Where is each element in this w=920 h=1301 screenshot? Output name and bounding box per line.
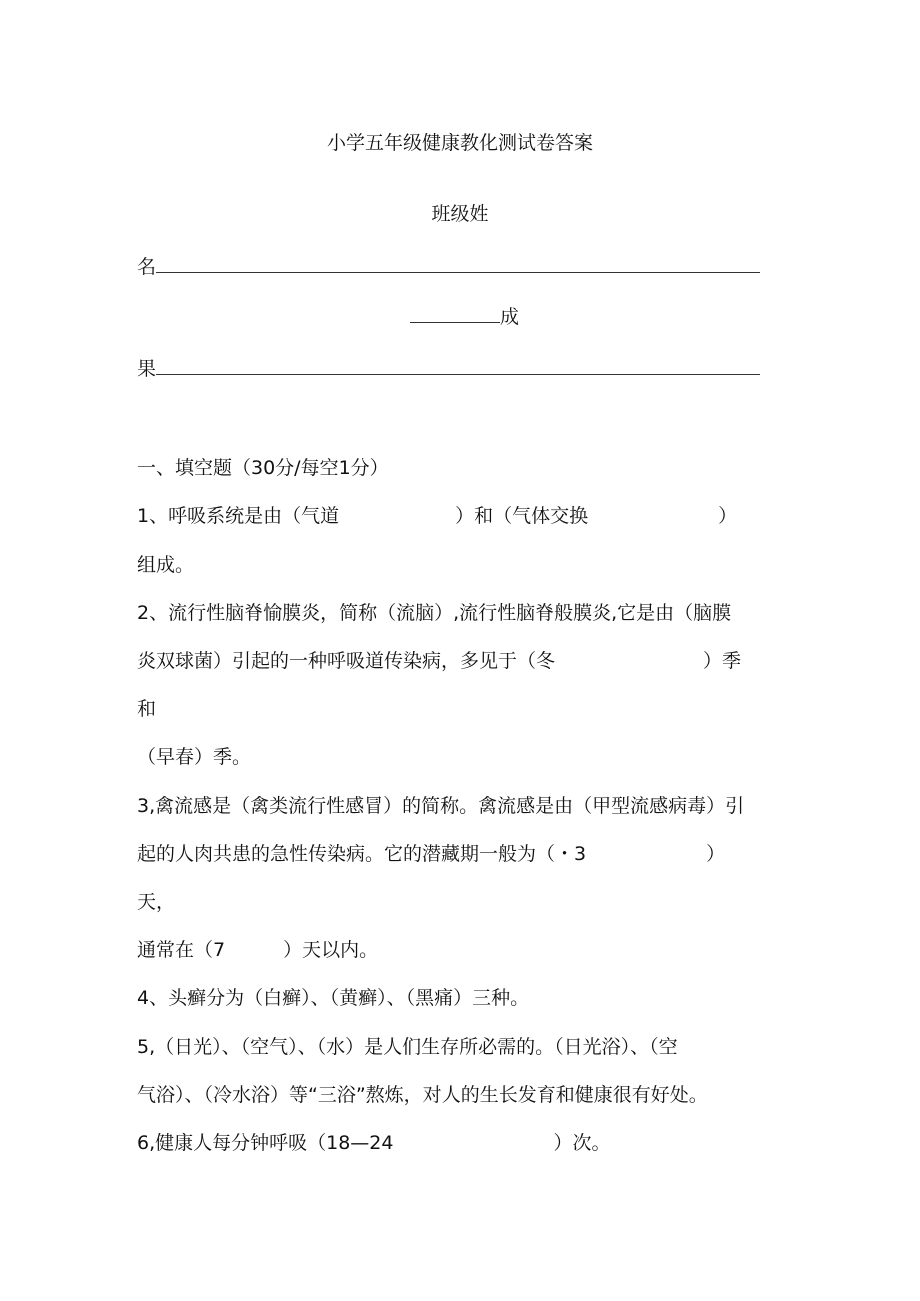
q2-line3: 和 (137, 698, 157, 720)
question-2-line2 (137, 649, 741, 673)
q3-line1: 3,禽流感是（禽类流行性感冒）的简称。禽流感是由（甲型流感病毒）引 (137, 795, 745, 817)
q3-line2b: ） (706, 843, 726, 865)
q2-line1: 2、流行性脑脊愉膜炎，简称（流脑）,流行性脑脊般膜炎,它是由（脑膜 (137, 602, 732, 624)
score-underline[interactable] (156, 356, 760, 375)
question-1 (137, 504, 737, 528)
q4: 4、头癣分为（白癣）、（黄癣）、（黑痛）三种。 (137, 987, 530, 1009)
class-name-label: 班级姓 (431, 203, 489, 225)
q6-part2: ）次。 (553, 1132, 611, 1154)
q2-line2b: ）季 (703, 650, 742, 672)
q6-part1: 6,健康人每分钟呼吸（18—24 (137, 1132, 394, 1154)
name-field-row (137, 254, 760, 279)
q1-part2: ）和（气体交换 (455, 505, 589, 527)
q5-line2: 气浴）、（冷水浴）等“三浴”熬炼，对人的生长发育和健康很有好处。 (137, 1084, 708, 1106)
question-3-line4 (137, 938, 378, 962)
section1-heading: 一、填空题（30分/每空1分） (137, 457, 389, 479)
score-label-start: 成 (500, 306, 520, 328)
q1-line2: 组成。 (137, 554, 195, 576)
q3-line4b: ）天以内。 (283, 939, 379, 961)
q2-line2a: 炎双球菌）引起的一种呼吸道传染病，多见于（冬 (137, 650, 556, 672)
score-label-end: 果 (137, 358, 157, 380)
name-label: 名 (137, 256, 157, 278)
question-3-line2 (137, 842, 725, 866)
page-title: 小学五年级健康教化测试卷答案 (326, 132, 593, 154)
q3-line2a: 起的人肉共患的急性传染病。它的潜藏期一般为（・3 (137, 843, 587, 865)
q2-line4: （早春）季。 (137, 746, 252, 768)
q3-line3: 天， (137, 891, 176, 913)
name-underline[interactable] (156, 254, 760, 273)
q3-line4a: 通常在（7 (137, 939, 226, 961)
question-6 (137, 1131, 611, 1155)
score-field-row-top (410, 304, 519, 329)
score-field-row (137, 356, 760, 381)
q1-part3: ） (718, 505, 738, 527)
q5-line1: 5,（日光）、（空气）、（水）是人们生存所必需的。（日光浴）、（空 (137, 1036, 678, 1058)
q1-part1: 1、呼吸系统是由（气道 (137, 505, 340, 527)
score-underline-short[interactable] (410, 304, 500, 323)
